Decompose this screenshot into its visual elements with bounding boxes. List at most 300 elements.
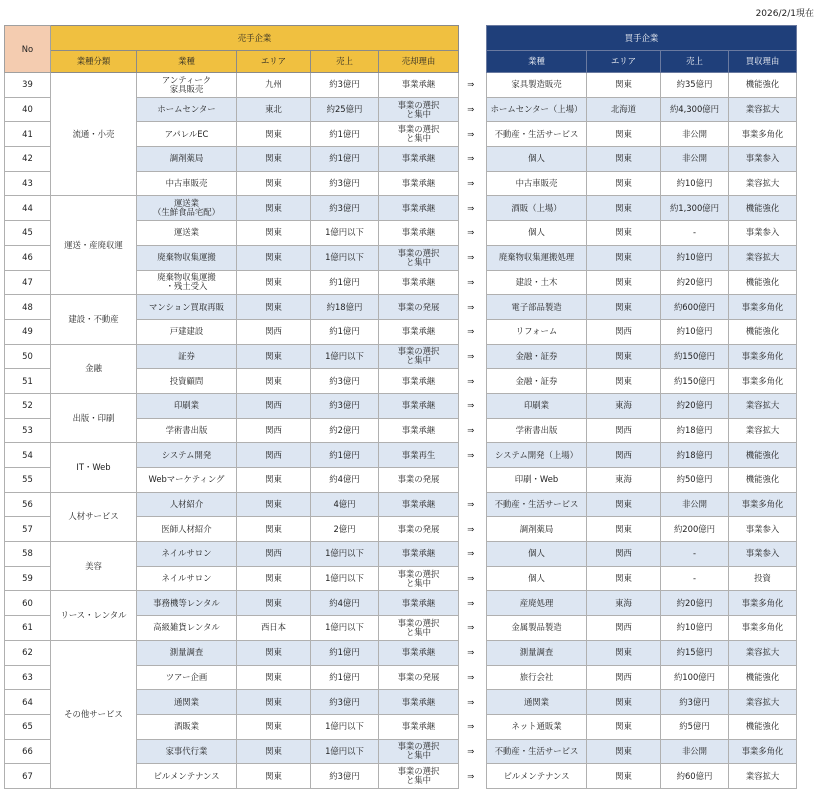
seller-sales: 約3億円 <box>311 196 379 221</box>
seller-sales: 約4億円 <box>311 468 379 493</box>
buyer-industry: 調剤薬局 <box>487 517 587 542</box>
header-seller-area: エリア <box>237 51 311 73</box>
row-no: 39 <box>5 73 51 98</box>
industry-category: 流通・小売 <box>51 73 137 196</box>
seller-area: 関東 <box>237 171 311 196</box>
buyer-sales: 約10億円 <box>661 171 729 196</box>
buyer-area: 関西 <box>587 443 661 468</box>
buyer-sales: 約5億円 <box>661 714 729 739</box>
buyer-sales: 約18億円 <box>661 418 729 443</box>
seller-area: 関西 <box>237 443 311 468</box>
buyer-sales: 約18億円 <box>661 443 729 468</box>
seller-sales: 1億円以下 <box>311 221 379 246</box>
seller-sales: 4億円 <box>311 492 379 517</box>
row-no: 63 <box>5 665 51 690</box>
deal-arrow-icon: ⇒ <box>459 73 483 98</box>
row-no: 66 <box>5 739 51 764</box>
row-no: 51 <box>5 369 51 394</box>
buyer-area: 関西 <box>587 319 661 344</box>
buyer-industry: 不動産・生活サービス <box>487 492 587 517</box>
deal-arrow-icon: ⇒ <box>459 542 483 567</box>
buyer-area: 関東 <box>587 270 661 295</box>
seller-reason: 事業の発展 <box>379 517 459 542</box>
seller-industry: 中古車販売 <box>137 171 237 196</box>
deal-arrow-icon: ⇒ <box>459 122 483 147</box>
seller-reason: 事業承継 <box>379 393 459 418</box>
buyer-industry: 個人 <box>487 566 587 591</box>
seller-industry: 学術書出版 <box>137 418 237 443</box>
industry-category: 美容 <box>51 542 137 591</box>
buyer-sales: 約150億円 <box>661 369 729 394</box>
buyer-reason: 事業参入 <box>729 517 797 542</box>
buyer-reason: 機能強化 <box>729 468 797 493</box>
deal-arrow-icon: ⇒ <box>459 591 483 616</box>
buyer-reason: 機能強化 <box>729 665 797 690</box>
seller-area: 関東 <box>237 344 311 369</box>
buyer-industry: 金融・証券 <box>487 344 587 369</box>
seller-sales: 1億円以下 <box>311 616 379 641</box>
seller-area: 関東 <box>237 295 311 320</box>
seller-area: 関東 <box>237 221 311 246</box>
deal-arrow-icon: ⇒ <box>459 245 483 270</box>
seller-area: 関東 <box>237 369 311 394</box>
industry-category: 建設・不動産 <box>51 295 137 344</box>
seller-reason: 事業承継 <box>379 221 459 246</box>
deal-arrow-icon: ⇒ <box>459 517 483 542</box>
seller-sales: 1億円以下 <box>311 344 379 369</box>
buyer-industry: ネット通販業 <box>487 714 587 739</box>
row-no: 61 <box>5 616 51 641</box>
buyer-industry: リフォーム <box>487 319 587 344</box>
deal-arrow-icon: ⇒ <box>459 665 483 690</box>
seller-area: 関西 <box>237 542 311 567</box>
buyer-area: 東海 <box>587 393 661 418</box>
buyer-reason: 投資 <box>729 566 797 591</box>
buyer-area: 関東 <box>587 764 661 789</box>
buyer-industry: 個人 <box>487 221 587 246</box>
deal-arrow-icon: ⇒ <box>459 147 483 172</box>
buyer-area: 関東 <box>587 295 661 320</box>
buyer-area: 関東 <box>587 690 661 715</box>
buyer-industry: 個人 <box>487 147 587 172</box>
buyer-sales: 非公開 <box>661 492 729 517</box>
seller-reason: 事業承継 <box>379 171 459 196</box>
deal-arrow-icon: ⇒ <box>459 616 483 641</box>
buyer-area: 東海 <box>587 591 661 616</box>
deal-arrow-icon: ⇒ <box>459 344 483 369</box>
buyer-area: 関東 <box>587 566 661 591</box>
table-row <box>5 393 797 418</box>
buyer-industry: 酒販（上場） <box>487 196 587 221</box>
table-row <box>5 295 797 320</box>
deal-arrow-icon: ⇒ <box>459 690 483 715</box>
row-no: 46 <box>5 245 51 270</box>
buyer-reason: 事業多角化 <box>729 591 797 616</box>
table-row <box>5 591 797 616</box>
seller-area: 関東 <box>237 196 311 221</box>
row-no: 45 <box>5 221 51 246</box>
seller-industry: 戸建建設 <box>137 319 237 344</box>
buyer-area: 関東 <box>587 147 661 172</box>
seller-sales: 約4億円 <box>311 591 379 616</box>
buyer-area: 関西 <box>587 616 661 641</box>
seller-reason: 事業承継 <box>379 196 459 221</box>
seller-industry: 医師人材紹介 <box>137 517 237 542</box>
buyer-area: 関西 <box>587 665 661 690</box>
buyer-sales: 約10億円 <box>661 319 729 344</box>
deal-arrow-icon: ⇒ <box>459 739 483 764</box>
buyer-area: 関東 <box>587 196 661 221</box>
buyer-industry: 測量調査 <box>487 640 587 665</box>
seller-reason: 事業の発展 <box>379 665 459 690</box>
buyer-sales: 約3億円 <box>661 690 729 715</box>
table-row <box>5 73 797 98</box>
buyer-industry: 電子部品製造 <box>487 295 587 320</box>
buyer-industry: 建設・土木 <box>487 270 587 295</box>
buyer-sales: 非公開 <box>661 147 729 172</box>
deal-arrow-icon: ⇒ <box>459 492 483 517</box>
seller-area: 関東 <box>237 122 311 147</box>
buyer-reason: 事業参入 <box>729 542 797 567</box>
buyer-reason: 業容拡大 <box>729 640 797 665</box>
seller-reason: 事業承継 <box>379 418 459 443</box>
seller-reason: 事業承継 <box>379 147 459 172</box>
header-buyer-group: 買手企業 <box>487 26 797 51</box>
seller-area: 関東 <box>237 517 311 542</box>
buyer-industry: ビルメンテナンス <box>487 764 587 789</box>
seller-area: 九州 <box>237 73 311 98</box>
buyer-industry: 廃棄物収集運搬処理 <box>487 245 587 270</box>
seller-reason: 事業承継 <box>379 591 459 616</box>
seller-sales: 約3億円 <box>311 690 379 715</box>
row-no: 40 <box>5 97 51 122</box>
buyer-sales: - <box>661 221 729 246</box>
seller-industry: マンション買取再販 <box>137 295 237 320</box>
buyer-sales: 約15億円 <box>661 640 729 665</box>
buyer-sales: 約600億円 <box>661 295 729 320</box>
seller-sales: 約1億円 <box>311 147 379 172</box>
buyer-sales: 非公開 <box>661 739 729 764</box>
industry-category: 出版・印刷 <box>51 393 137 442</box>
seller-area: 関東 <box>237 270 311 295</box>
seller-sales: 約1億円 <box>311 665 379 690</box>
seller-area: 関東 <box>237 245 311 270</box>
row-no: 60 <box>5 591 51 616</box>
row-no: 65 <box>5 714 51 739</box>
buyer-area: 関東 <box>587 492 661 517</box>
seller-sales: 1億円以下 <box>311 714 379 739</box>
deal-arrow-icon: ⇒ <box>459 369 483 394</box>
seller-industry: ビルメンテナンス <box>137 764 237 789</box>
buyer-industry: 産廃処理 <box>487 591 587 616</box>
seller-industry: 測量調査 <box>137 640 237 665</box>
buyer-reason: 業容拡大 <box>729 97 797 122</box>
seller-sales: 約1億円 <box>311 122 379 147</box>
seller-area: 関東 <box>237 764 311 789</box>
buyer-sales: 約20億円 <box>661 270 729 295</box>
deal-arrow-icon: ⇒ <box>459 443 483 468</box>
seller-sales: 約1億円 <box>311 640 379 665</box>
buyer-industry: 旅行会社 <box>487 665 587 690</box>
deal-arrow-icon <box>459 468 483 493</box>
seller-sales: 2億円 <box>311 517 379 542</box>
seller-sales: 約3億円 <box>311 171 379 196</box>
seller-area: 関東 <box>237 714 311 739</box>
row-no: 62 <box>5 640 51 665</box>
seller-reason: 事業承継 <box>379 714 459 739</box>
seller-reason: 事業の発展 <box>379 468 459 493</box>
seller-area: 関西 <box>237 393 311 418</box>
seller-sales: 約3億円 <box>311 764 379 789</box>
buyer-reason: 機能強化 <box>729 270 797 295</box>
buyer-area: 関東 <box>587 640 661 665</box>
buyer-reason: 業容拡大 <box>729 393 797 418</box>
buyer-sales: 約50億円 <box>661 468 729 493</box>
seller-reason: 事業承継 <box>379 690 459 715</box>
industry-category: その他サービス <box>51 640 137 788</box>
seller-reason: 事業承継 <box>379 319 459 344</box>
buyer-area: 関西 <box>587 542 661 567</box>
table-row <box>5 542 797 567</box>
buyer-reason: 業容拡大 <box>729 418 797 443</box>
buyer-industry: 通関業 <box>487 690 587 715</box>
deal-arrow-icon: ⇒ <box>459 97 483 122</box>
seller-area: 関西 <box>237 319 311 344</box>
seller-reason: 事業承継 <box>379 640 459 665</box>
buyer-reason: 業容拡大 <box>729 171 797 196</box>
buyer-sales: 非公開 <box>661 122 729 147</box>
seller-area: 関東 <box>237 147 311 172</box>
row-no: 52 <box>5 393 51 418</box>
seller-area: 関東 <box>237 640 311 665</box>
buyer-reason: 機能強化 <box>729 443 797 468</box>
seller-industry: 投資顧問 <box>137 369 237 394</box>
seller-area: 関西 <box>237 418 311 443</box>
buyer-area: 関東 <box>587 245 661 270</box>
seller-industry: ネイルサロン <box>137 542 237 567</box>
industry-category: 金融 <box>51 344 137 393</box>
seller-reason: 事業承継 <box>379 492 459 517</box>
ma-deals-table <box>4 25 797 789</box>
table-row <box>5 196 797 221</box>
buyer-industry: 中古車販売 <box>487 171 587 196</box>
buyer-sales: 約4,300億円 <box>661 97 729 122</box>
row-no: 44 <box>5 196 51 221</box>
buyer-industry: 金融・証券 <box>487 369 587 394</box>
buyer-area: 関東 <box>587 171 661 196</box>
header-buyer-reason: 買収理由 <box>729 51 797 73</box>
buyer-area: 北海道 <box>587 97 661 122</box>
buyer-reason: 業容拡大 <box>729 764 797 789</box>
row-no: 55 <box>5 468 51 493</box>
deal-arrow-icon: ⇒ <box>459 764 483 789</box>
buyer-sales: 約100億円 <box>661 665 729 690</box>
buyer-area: 関東 <box>587 714 661 739</box>
seller-reason: 事業承継 <box>379 73 459 98</box>
row-no: 49 <box>5 319 51 344</box>
seller-industry: 人材紹介 <box>137 492 237 517</box>
seller-industry: 通関業 <box>137 690 237 715</box>
seller-sales: 約1億円 <box>311 319 379 344</box>
buyer-industry: 個人 <box>487 542 587 567</box>
seller-industry: 廃棄物収集運搬 <box>137 245 237 270</box>
seller-sales: 約3億円 <box>311 393 379 418</box>
industry-category: リース・レンタル <box>51 591 137 640</box>
seller-industry: 証券 <box>137 344 237 369</box>
header-seller-reason: 売却理由 <box>379 51 459 73</box>
buyer-reason: 事業多角化 <box>729 122 797 147</box>
buyer-sales: 約150億円 <box>661 344 729 369</box>
deal-arrow-icon: ⇒ <box>459 393 483 418</box>
seller-industry: ネイルサロン <box>137 566 237 591</box>
seller-industry: 印刷業 <box>137 393 237 418</box>
buyer-reason: 事業多角化 <box>729 739 797 764</box>
buyer-area: 関東 <box>587 122 661 147</box>
buyer-sales: 約10億円 <box>661 616 729 641</box>
row-no: 54 <box>5 443 51 468</box>
seller-sales: 1億円以下 <box>311 566 379 591</box>
buyer-area: 東海 <box>587 468 661 493</box>
industry-category: IT・Web <box>51 443 137 492</box>
row-no: 50 <box>5 344 51 369</box>
header-seller-category: 業種分類 <box>51 51 137 73</box>
seller-industry: アパレルEC <box>137 122 237 147</box>
buyer-area: 関東 <box>587 517 661 542</box>
seller-industry: Webマーケティング <box>137 468 237 493</box>
seller-reason: 事業の選択 と集中 <box>379 616 459 641</box>
row-no: 67 <box>5 764 51 789</box>
buyer-sales: 約35億円 <box>661 73 729 98</box>
row-no: 59 <box>5 566 51 591</box>
seller-area: 東北 <box>237 97 311 122</box>
buyer-reason: 機能強化 <box>729 714 797 739</box>
buyer-industry: 金属製品製造 <box>487 616 587 641</box>
row-no: 58 <box>5 542 51 567</box>
seller-reason: 事業の選択 と集中 <box>379 764 459 789</box>
buyer-sales: 約60億円 <box>661 764 729 789</box>
seller-industry: 運送業 （生鮮食品宅配） <box>137 196 237 221</box>
deal-arrow-icon: ⇒ <box>459 640 483 665</box>
buyer-sales: 約20億円 <box>661 591 729 616</box>
buyer-industry: 学術書出版 <box>487 418 587 443</box>
buyer-sales: 約20億円 <box>661 393 729 418</box>
seller-sales: 約18億円 <box>311 295 379 320</box>
row-no: 41 <box>5 122 51 147</box>
table-row <box>5 492 797 517</box>
seller-area: 関東 <box>237 468 311 493</box>
industry-category: 人材サービス <box>51 492 137 541</box>
seller-reason: 事業の選択 と集中 <box>379 97 459 122</box>
seller-area: 関東 <box>237 591 311 616</box>
seller-area: 関東 <box>237 665 311 690</box>
seller-industry: 高級雑貨レンタル <box>137 616 237 641</box>
table-body <box>5 73 797 789</box>
row-no: 53 <box>5 418 51 443</box>
seller-reason: 事業再生 <box>379 443 459 468</box>
buyer-reason: 機能強化 <box>729 319 797 344</box>
seller-reason: 事業の選択 と集中 <box>379 122 459 147</box>
buyer-reason: 機能強化 <box>729 73 797 98</box>
buyer-industry: 家具製造販売 <box>487 73 587 98</box>
seller-reason: 事業の選択 と集中 <box>379 245 459 270</box>
buyer-reason: 業容拡大 <box>729 690 797 715</box>
deal-arrow-icon: ⇒ <box>459 221 483 246</box>
row-no: 64 <box>5 690 51 715</box>
seller-industry: 事務機等レンタル <box>137 591 237 616</box>
header-buyer-area: エリア <box>587 51 661 73</box>
seller-area: 関東 <box>237 739 311 764</box>
buyer-industry: 印刷・Web <box>487 468 587 493</box>
header-buyer-industry: 業種 <box>487 51 587 73</box>
seller-area: 関東 <box>237 690 311 715</box>
buyer-sales: - <box>661 542 729 567</box>
buyer-industry: 不動産・生活サービス <box>487 122 587 147</box>
seller-area: 関東 <box>237 566 311 591</box>
row-no: 57 <box>5 517 51 542</box>
header-seller-sales: 売上 <box>311 51 379 73</box>
buyer-reason: 事業多角化 <box>729 369 797 394</box>
buyer-industry: ホームセンター（上場） <box>487 97 587 122</box>
deal-arrow-icon: ⇒ <box>459 295 483 320</box>
buyer-area: 関西 <box>587 418 661 443</box>
buyer-reason: 業容拡大 <box>729 245 797 270</box>
seller-industry: 調剤薬局 <box>137 147 237 172</box>
as-of-date: 2026/2/1現在 <box>755 9 814 19</box>
buyer-area: 関東 <box>587 73 661 98</box>
seller-reason: 事業承継 <box>379 369 459 394</box>
row-no: 47 <box>5 270 51 295</box>
header-buyer-sales: 売上 <box>661 51 729 73</box>
seller-sales: 1億円以下 <box>311 245 379 270</box>
seller-area: 西日本 <box>237 616 311 641</box>
row-no: 48 <box>5 295 51 320</box>
seller-reason: 事業の発展 <box>379 295 459 320</box>
table-row <box>5 443 797 468</box>
seller-sales: 約2億円 <box>311 418 379 443</box>
row-no: 43 <box>5 171 51 196</box>
seller-reason: 事業の選択 と集中 <box>379 566 459 591</box>
industry-category: 運送・産廃収運 <box>51 196 137 295</box>
seller-reason: 事業の選択 と集中 <box>379 344 459 369</box>
buyer-industry: 印刷業 <box>487 393 587 418</box>
seller-industry: アンティーク 家具販売 <box>137 73 237 98</box>
seller-reason: 事業承継 <box>379 270 459 295</box>
seller-industry: 酒販業 <box>137 714 237 739</box>
buyer-sales: 約200億円 <box>661 517 729 542</box>
seller-sales: 約3億円 <box>311 73 379 98</box>
seller-sales: 約3億円 <box>311 369 379 394</box>
deal-arrow-icon: ⇒ <box>459 171 483 196</box>
table-row <box>5 640 797 665</box>
buyer-area: 関東 <box>587 369 661 394</box>
deal-arrow-icon: ⇒ <box>459 418 483 443</box>
buyer-industry: 不動産・生活サービス <box>487 739 587 764</box>
buyer-reason: 事業参入 <box>729 147 797 172</box>
deal-arrow-icon: ⇒ <box>459 714 483 739</box>
row-no: 42 <box>5 147 51 172</box>
header-seller-group: 売手企業 <box>51 26 459 51</box>
seller-industry: ホームセンター <box>137 97 237 122</box>
seller-reason: 事業承継 <box>379 542 459 567</box>
header-seller-industry: 業種 <box>137 51 237 73</box>
buyer-sales: 約1,300億円 <box>661 196 729 221</box>
row-no: 56 <box>5 492 51 517</box>
table-row <box>5 344 797 369</box>
seller-sales: 約1億円 <box>311 270 379 295</box>
buyer-area: 関東 <box>587 739 661 764</box>
seller-industry: ツアー企画 <box>137 665 237 690</box>
seller-sales: 1億円以下 <box>311 542 379 567</box>
